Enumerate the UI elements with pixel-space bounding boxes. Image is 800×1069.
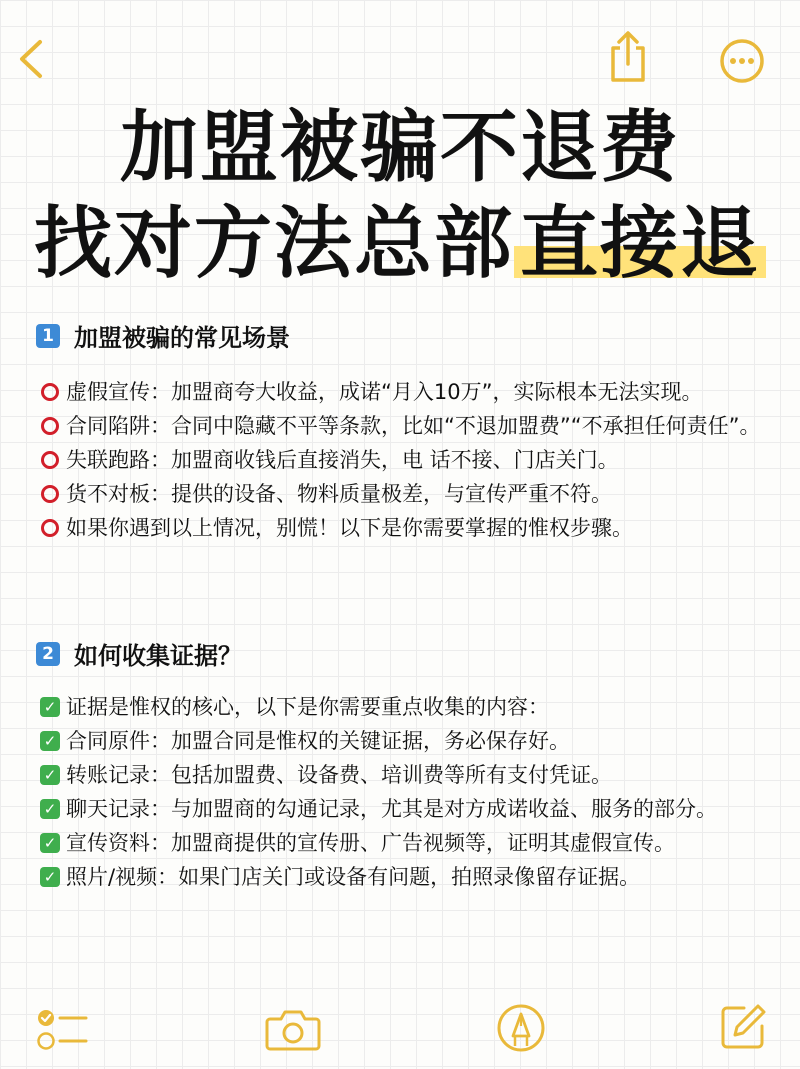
title-line-1: 加盟被骗不退费 bbox=[119, 103, 680, 193]
item-text: 照片/视频：如果门店关门或设备有问题，拍照录像留存证据。 bbox=[66, 865, 641, 889]
item-text: 合同陷阱：合同中隐藏不平等条款，比如“不退加盟费”“不承担任何责任”。 bbox=[66, 414, 761, 438]
section-2-heading bbox=[36, 636, 242, 671]
item-text: 证据是惟权的核心，以下是你需要重点收集的内容： bbox=[66, 695, 549, 719]
list-item bbox=[40, 690, 765, 724]
chevron-left-icon[interactable] bbox=[16, 38, 46, 80]
circle-icon bbox=[41, 417, 59, 435]
checklist-icon[interactable] bbox=[36, 1005, 88, 1053]
circle-icon bbox=[41, 485, 59, 503]
item-text: 如果你遇到以上情况，别慌！以下是你需要掌握的惟权步骤。 bbox=[66, 516, 633, 540]
more-icon[interactable] bbox=[718, 37, 766, 85]
section-title: 如何收集证据？ bbox=[74, 642, 242, 670]
list-item bbox=[40, 792, 765, 826]
item-text: 聊天记录：与加盟商的勾通记录，尤其是对方成诺收益、服务的部分。 bbox=[66, 797, 717, 821]
bottom-toolbar bbox=[0, 999, 800, 1069]
list-item bbox=[40, 443, 765, 477]
pen-markup-icon[interactable] bbox=[495, 1002, 547, 1054]
title-line-2-main: 找对方法总部 bbox=[33, 199, 514, 289]
list-item bbox=[40, 860, 765, 894]
list-item bbox=[40, 409, 765, 443]
compose-icon[interactable] bbox=[718, 1002, 768, 1052]
section-2-list bbox=[40, 690, 765, 894]
number-badge: 1 bbox=[36, 324, 60, 348]
list-item bbox=[40, 477, 765, 511]
item-text: 宣传资料：加盟商提供的宣传册、广告视频等，证明其虚假宣传。 bbox=[66, 831, 675, 855]
item-text: 转账记录：包括加盟费、设备费、培训费等所有支付凭证。 bbox=[66, 763, 612, 787]
camera-icon[interactable] bbox=[264, 1005, 322, 1053]
number-badge: 2 bbox=[36, 642, 60, 666]
title-line-2 bbox=[0, 196, 800, 292]
checkmark-icon: ✓ bbox=[40, 697, 60, 717]
list-item bbox=[40, 826, 765, 860]
title-highlight: 直接退 bbox=[514, 199, 766, 289]
checkmark-icon: ✓ bbox=[40, 833, 60, 853]
checkmark-icon: ✓ bbox=[40, 765, 60, 785]
item-text: 虚假宣传：加盟商夸大收益，成诺“月入10万”，实际根本无法实现。 bbox=[66, 380, 703, 404]
checkmark-icon: ✓ bbox=[40, 799, 60, 819]
circle-icon bbox=[41, 451, 59, 469]
item-text: 合同原件：加盟合同是惟权的关键证据，务必保存好。 bbox=[66, 729, 570, 753]
checkmark-icon: ✓ bbox=[40, 731, 60, 751]
circle-icon bbox=[41, 383, 59, 401]
list-item bbox=[40, 758, 765, 792]
top-nav-bar bbox=[0, 0, 800, 110]
section-1-heading bbox=[36, 318, 290, 353]
share-icon[interactable] bbox=[606, 30, 650, 84]
checkmark-icon: ✓ bbox=[40, 867, 60, 887]
item-text: 货不对板：提供的设备、物料质量极差，与宣传严重不符。 bbox=[66, 482, 612, 506]
list-item bbox=[40, 724, 765, 758]
section-title: 加盟被骗的常见场景 bbox=[74, 324, 290, 352]
title-block bbox=[0, 100, 800, 292]
circle-icon bbox=[41, 519, 59, 537]
item-text: 失联跑路：加盟商收钱后直接消失，电 话不接、门店关门。 bbox=[66, 448, 619, 472]
section-1-list bbox=[40, 375, 765, 545]
list-item bbox=[40, 511, 765, 545]
list-item bbox=[40, 375, 765, 409]
